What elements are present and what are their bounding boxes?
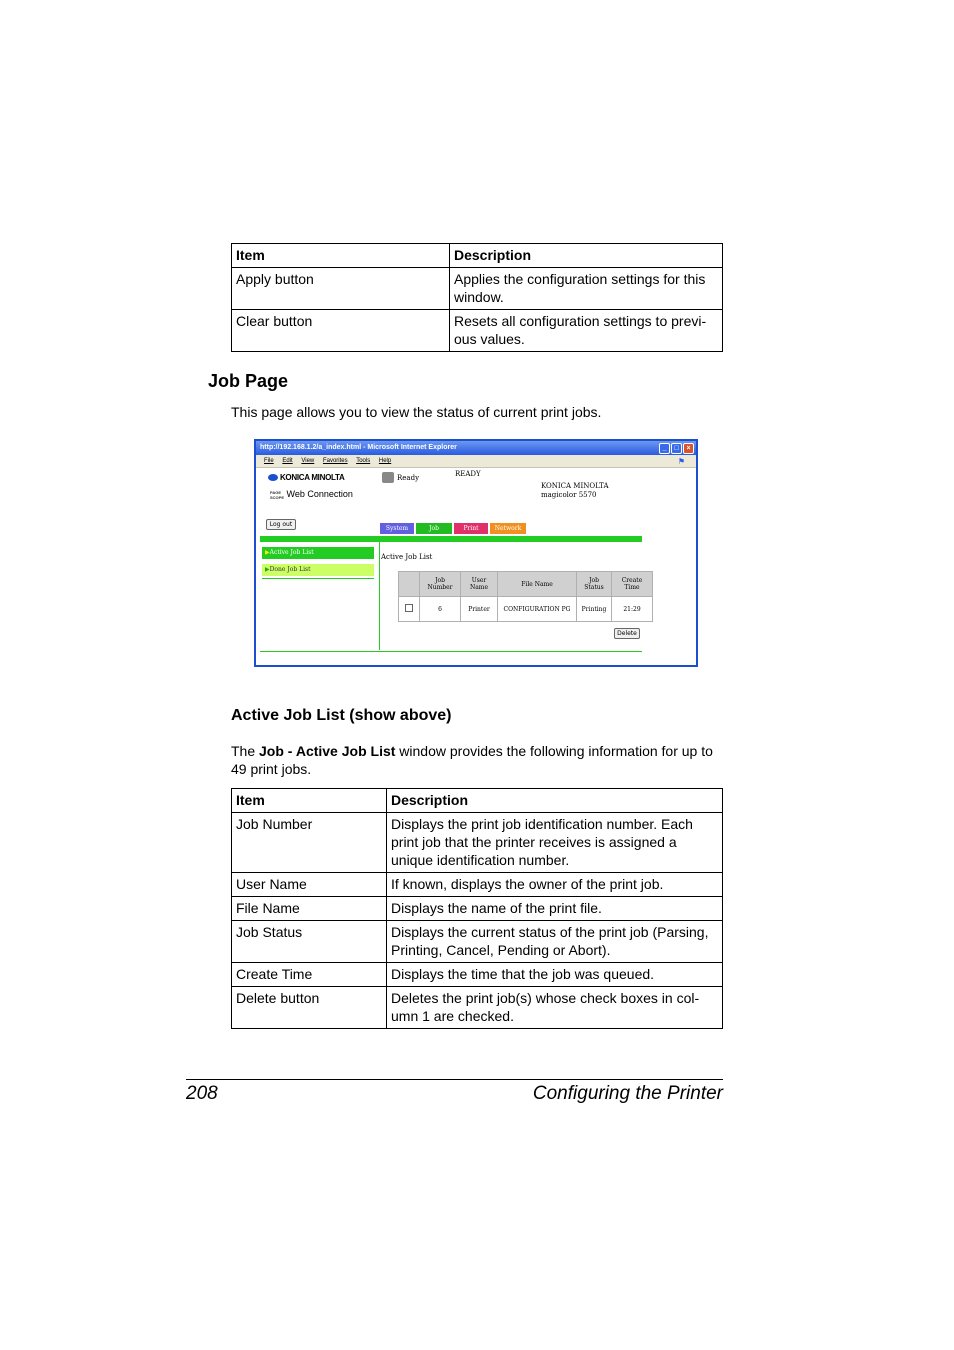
arrow-right-icon: ▶ <box>265 549 270 556</box>
job-info-table <box>231 788 723 1029</box>
cell-description: Deletes the print job(s) whose check boxes in col-umn 1 are checked. <box>387 987 723 1029</box>
maximize-icon[interactable]: □ <box>671 443 682 454</box>
tab-network[interactable]: Network <box>490 523 526 534</box>
sidebar-item-active-job-list[interactable] <box>262 547 374 559</box>
tab-underline-bar <box>260 536 642 542</box>
sidebar-item-done-job-list[interactable] <box>262 564 374 576</box>
job-user: Printer <box>461 597 498 622</box>
cell-item: Job Number <box>232 813 387 873</box>
cell-description: Resets all configuration settings to previ-ous values. <box>450 310 723 352</box>
chapter-title: Configuring the Printer <box>532 1083 723 1104</box>
menu-edit[interactable]: Edit <box>282 458 293 464</box>
tab-system[interactable]: System <box>380 523 414 534</box>
cell-description: Displays the name of the print file. <box>387 897 723 921</box>
cell-item: Job Status <box>232 921 387 963</box>
browser-titlebar <box>256 441 696 455</box>
page-number: 208 <box>186 1083 218 1104</box>
para-bold: Job - Active Job List <box>259 743 396 759</box>
brand-name: KONICA MINOLTA <box>279 473 345 482</box>
para-pre: The <box>231 743 260 759</box>
sidebar-divider <box>262 578 374 579</box>
header-job-status: Job Status <box>577 572 612 597</box>
menu-view[interactable]: View <box>301 458 315 464</box>
menu-favorites[interactable]: Favorites <box>322 458 348 464</box>
header-create-time: Create Time <box>612 572 653 597</box>
subsection-title: Active Job List (show above) <box>231 707 452 724</box>
header-item: Item <box>232 244 450 268</box>
table-row <box>399 597 653 622</box>
menu-file[interactable]: File <box>264 458 274 464</box>
table-row <box>232 310 723 352</box>
table-row <box>232 921 723 963</box>
job-number: 6 <box>420 597 461 622</box>
section-title: Job Page <box>208 371 289 391</box>
device-name: KONICA MINOLTA <box>541 482 609 490</box>
web-connection-logo <box>270 489 353 500</box>
content-divider <box>379 542 380 650</box>
cell-description: Displays the current status of the print job (Parsing, Printing, Cancel, Pending or Abort). <box>387 921 723 963</box>
description-paragraph <box>231 742 723 778</box>
sidebar-item-label: Active Job List <box>269 549 314 556</box>
footer-line <box>260 651 642 652</box>
table-row <box>232 813 723 873</box>
header-description: Description <box>387 789 723 813</box>
table-header-row <box>232 789 723 813</box>
device-model: magicolor 5570 <box>541 491 597 499</box>
job-checkbox-cell <box>399 597 420 622</box>
table-row <box>232 963 723 987</box>
brand-logo <box>268 473 344 482</box>
menu-help[interactable]: Help <box>378 458 392 464</box>
header-file-name: File Name <box>498 572 577 597</box>
footer-rule <box>186 1079 723 1080</box>
table-row <box>232 268 723 310</box>
header-description: Description <box>450 244 723 268</box>
header-user-name: User Name <box>461 572 498 597</box>
close-icon[interactable]: × <box>683 443 694 454</box>
intro-text: This page allows you to view the status of current print jobs. <box>231 404 602 420</box>
job-time: 21:29 <box>612 597 653 622</box>
sidebar-item-label: Done Job List <box>269 566 311 573</box>
arrow-right-icon: ▶ <box>265 566 270 573</box>
menu-tools[interactable]: Tools <box>356 458 371 464</box>
job-checkbox[interactable] <box>405 604 413 612</box>
table-row <box>232 897 723 921</box>
cell-item: Delete button <box>232 987 387 1029</box>
cell-description: If known, displays the owner of the print job. <box>387 873 723 897</box>
window-title: http://192.168.1.2/a_index.html - Microsoft Internet Explorer <box>260 444 457 451</box>
printer-status-icon <box>382 472 394 483</box>
cell-description: Displays the time that the job was queued. <box>387 963 723 987</box>
logout-button[interactable]: Log out <box>266 519 296 530</box>
cell-item: Create Time <box>232 963 387 987</box>
globe-icon <box>268 474 278 481</box>
delete-button[interactable]: Delete <box>614 628 640 639</box>
minimize-icon[interactable]: _ <box>659 443 670 454</box>
cell-item: Clear button <box>232 310 450 352</box>
cell-description: Applies the configuration settings for this window. <box>450 268 723 310</box>
table-row <box>232 987 723 1029</box>
job-table <box>398 571 653 622</box>
header-job-number: Job Number <box>420 572 461 597</box>
pagescope-icon: PAGE SCOPE <box>270 489 285 500</box>
content-title: Active Job List <box>381 553 433 561</box>
menu-bar <box>256 455 696 468</box>
job-file: CONFIGURATION PG <box>498 597 577 622</box>
cell-description: Displays the print job identification number. Each print job that the printer receives is assigned a unique identification number. <box>387 813 723 873</box>
top-table <box>231 243 723 352</box>
cell-item: User Name <box>232 873 387 897</box>
web-connection-label: Web Connection <box>286 489 353 499</box>
job-status: Printing <box>577 597 612 622</box>
cell-item: Apply button <box>232 268 450 310</box>
status-text: READY <box>455 470 481 478</box>
para-post: window provides the following information for up to 49 print jobs. <box>231 743 713 777</box>
windows-logo-icon: ⚑ <box>677 457 685 466</box>
tab-print[interactable]: Print <box>454 523 488 534</box>
browser-window <box>254 439 698 667</box>
table-row <box>232 873 723 897</box>
cell-item: File Name <box>232 897 387 921</box>
job-table-header <box>399 572 653 597</box>
checkbox-column-header <box>399 572 420 597</box>
header-item: Item <box>232 789 387 813</box>
status-icon-label: Ready <box>397 474 420 482</box>
tab-job[interactable]: Job <box>416 523 452 534</box>
table-header-row <box>232 244 723 268</box>
